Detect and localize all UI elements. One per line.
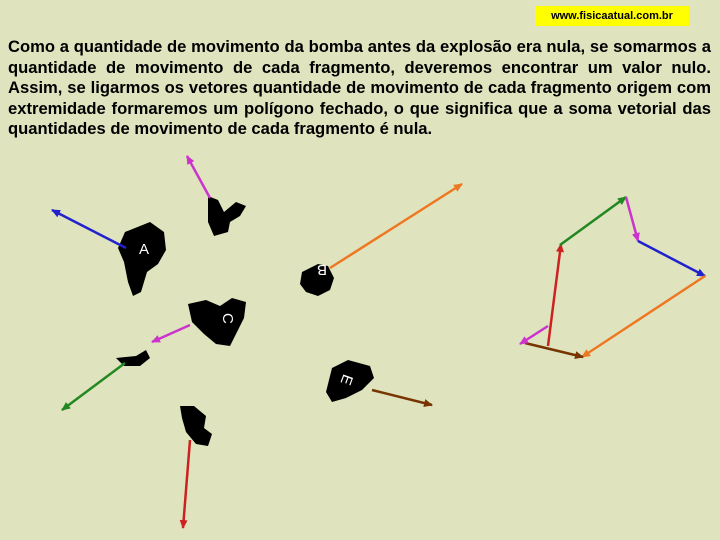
- vector-polygon: [520, 197, 705, 357]
- fragment-bottom: [180, 406, 212, 446]
- vector-green: [62, 363, 125, 410]
- polygon-green: [560, 197, 626, 245]
- vector-brown: [372, 390, 432, 405]
- fragment-b-label: B: [316, 261, 327, 278]
- polygon-orange: [582, 276, 705, 357]
- vector-orange: [330, 184, 462, 268]
- polygon-red: [548, 244, 561, 346]
- fragment-a-label: A: [139, 241, 150, 258]
- fragment-vectors: [52, 156, 462, 528]
- vector-magenta: [187, 156, 210, 198]
- vector-purple: [152, 325, 190, 342]
- polygon-purple: [520, 326, 548, 344]
- fragment-a: [118, 222, 166, 296]
- polygon-magenta: [626, 197, 638, 241]
- fragment-e-label: E: [336, 372, 356, 388]
- site-url-text: www.fisicaatual.com.br: [551, 10, 673, 22]
- fragment-small: [116, 350, 150, 366]
- fragment-top: [208, 196, 246, 236]
- explanation-paragraph: Como a quantidade de movimento da bomba antes da explosão era nula, se somarmos a quantidade de movimento de cada fragmento, deveremos encontrar um valor nulo. Assim, se ligarmos os vetores quantidade de movimento de cada fragmento origem com extremidade formaremos um polígono fechado, o que significa que a soma vetorial das quantidades de movimento de cada fragmento é nula.: [8, 37, 711, 138]
- fragment-c: [188, 298, 246, 346]
- vector-blue: [52, 210, 126, 248]
- polygon-brown: [525, 343, 583, 357]
- vector-red: [183, 440, 190, 528]
- polygon-blue: [638, 241, 705, 276]
- fragment-c-label: C: [219, 313, 236, 324]
- fragments: [116, 196, 374, 446]
